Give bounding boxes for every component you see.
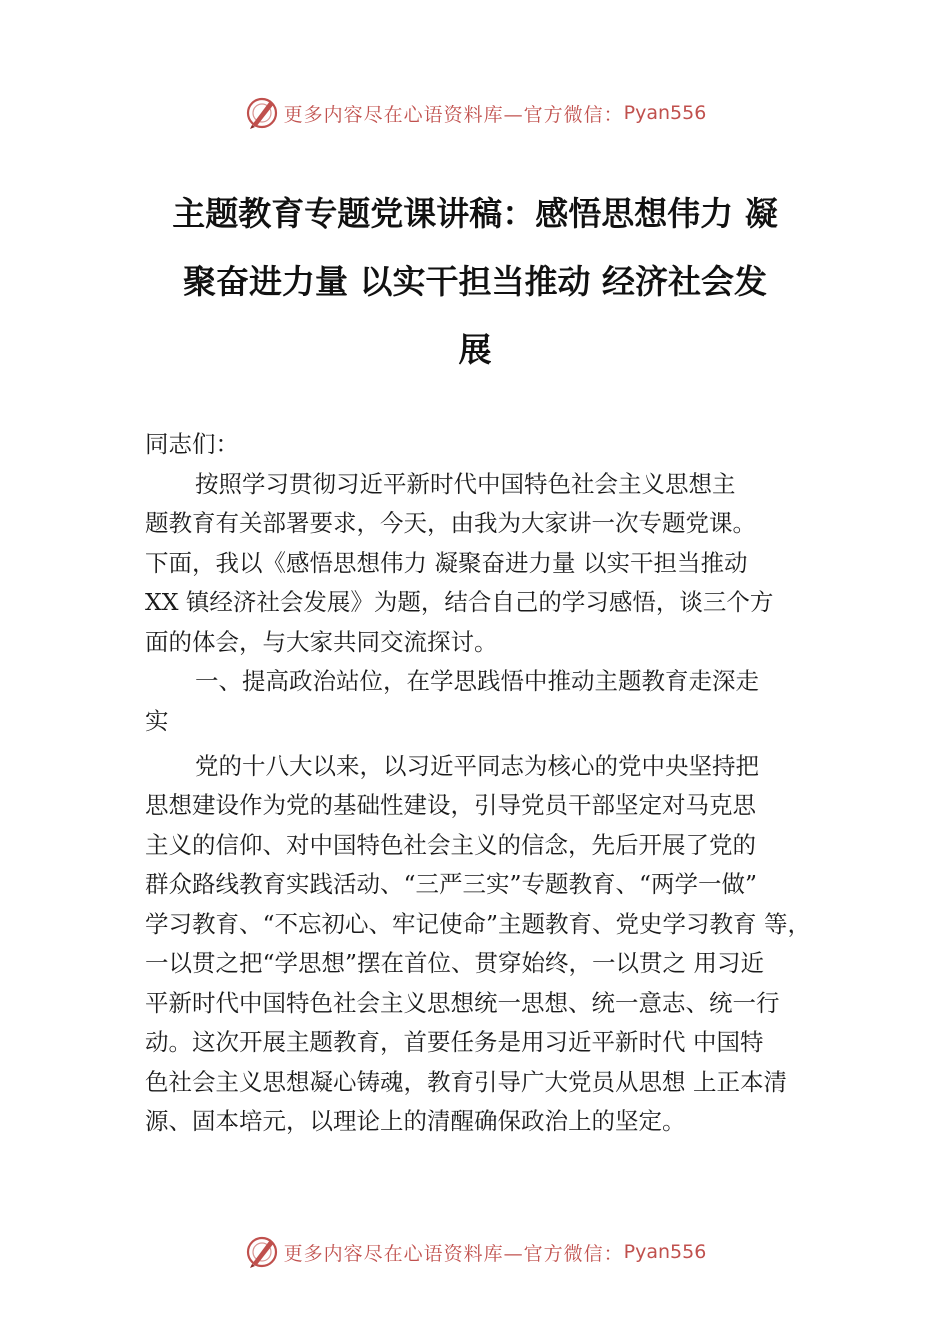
watermark-wechat-id: Pyan556 — [623, 1241, 707, 1263]
paragraph-line: 党的十八大以来，以习近平同志为核心的党中央坚持把 — [195, 751, 759, 780]
document-body — [145, 425, 835, 1142]
paragraph-line: 平新时代中国特色社会主义思想统一思想、统一意志、统一行 — [145, 988, 780, 1017]
watermark-footer — [0, 1232, 950, 1272]
pen-logo-icon — [244, 95, 280, 131]
salutation: 同志们： — [145, 430, 239, 458]
watermark-text: 更多内容尽在心语资料库—官方微信： — [283, 1242, 624, 1265]
paragraph-line: 群众路线教育实践活动、“三严三实”专题教育、“两学一做” — [145, 870, 758, 898]
paragraph-line: 题教育有关部署要求，今天，由我为大家讲一次专题党课。 — [145, 509, 756, 537]
paragraph-line: 下面，我以《感悟思想伟力 凝聚奋进力量 以实干担当推动 — [145, 548, 748, 577]
paragraph-line: 主义的信仰、对中国特色社会主义的信念，先后开展了党的 — [145, 830, 756, 859]
document-title — [140, 180, 810, 384]
paragraph-line: 思想建设作为党的基础性建设，引导党员干部坚定对马克思 — [145, 791, 756, 819]
paragraph-line: 源、固本培元，以理论上的清醒确保政治上的坚定。 — [145, 1107, 686, 1135]
watermark-wechat-id: Pyan556 — [623, 102, 707, 124]
paragraph-line: 学习教育、“不忘初心、牢记使命”主题教育、党史学习教育 等， — [145, 909, 811, 938]
section-heading-line: 一、提高政治站位，在学思践悟中推动主题教育走深走 — [195, 667, 759, 695]
pen-logo-icon — [244, 1234, 280, 1270]
title-line: 展 — [458, 330, 492, 369]
paragraph-line: 一以贯之把“学思想”摆在首位、贯穿始终，一以贯之 用习近 — [145, 949, 764, 977]
watermark-header — [0, 93, 950, 133]
title-line: 主题教育专题党课讲稿：感悟思想伟力 凝 — [172, 194, 778, 233]
paragraph-line: XX 镇经济社会发展》为题，结合自己的学习感悟，谈三个方 — [145, 588, 774, 616]
paragraph-line: 按照学习贯彻习近平新时代中国特色社会主义思想主 — [195, 469, 736, 498]
watermark-text: 更多内容尽在心语资料库—官方微信： — [283, 103, 624, 126]
title-line: 聚奋进力量 以实干担当推动 经济社会发 — [183, 262, 767, 301]
paragraph-line: 动。这次开展主题教育，首要任务是用习近平新时代 中国特 — [145, 1028, 764, 1056]
paragraph-line: 色社会主义思想凝心铸魂，教育引导广大党员从思想 上正本清 — [145, 1067, 787, 1096]
paragraph-line: 面的体会，与大家共同交流探讨。 — [145, 627, 498, 656]
section-heading-line: 实 — [145, 706, 169, 735]
